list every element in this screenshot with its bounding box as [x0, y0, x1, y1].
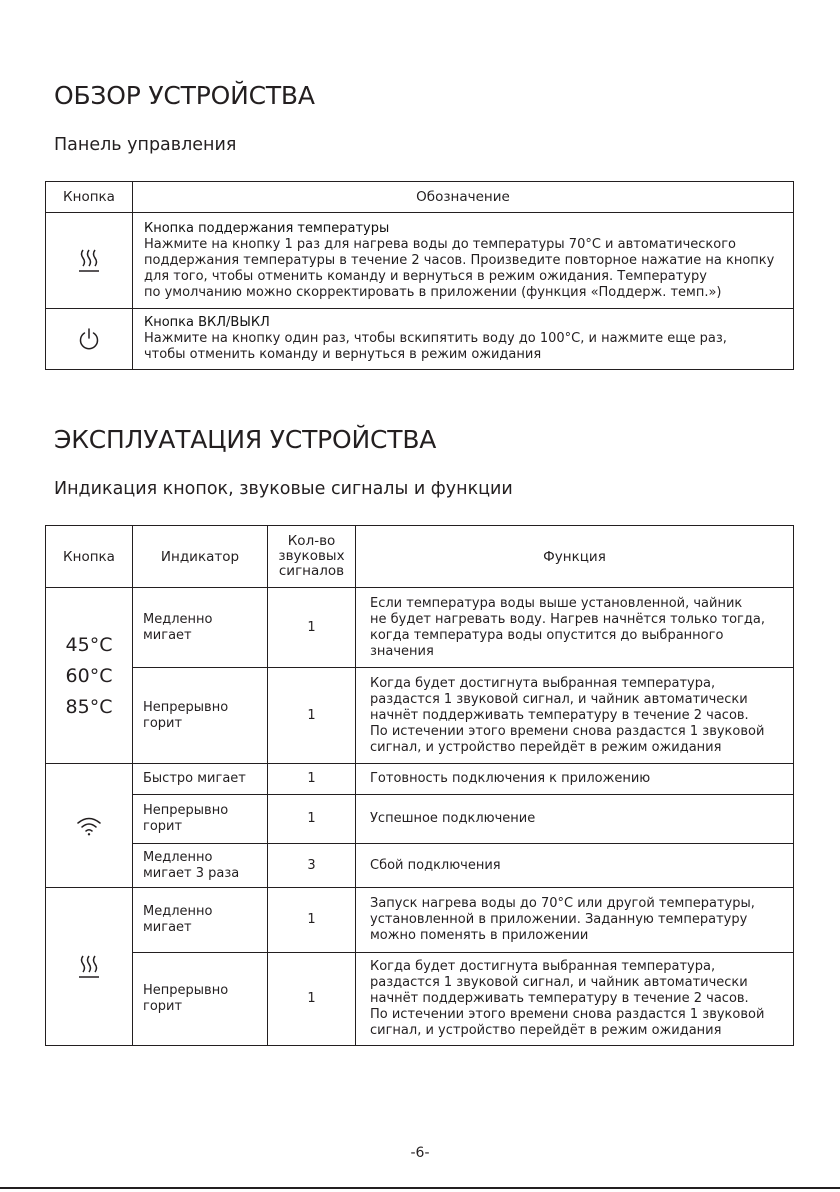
table-row	[46, 953, 794, 1046]
keep-warm-icon	[78, 959, 100, 974]
function-line: Готовность подключения к приложению	[370, 771, 651, 786]
keep-warm-button-cell	[46, 888, 133, 1046]
power-icon	[77, 332, 101, 347]
section-title-operation: ЭКСПЛУАТАЦИЯ УСТРОЙСТВА	[54, 425, 437, 454]
count-cell: 1	[268, 764, 356, 795]
temp-85-label: 85°С	[65, 695, 113, 718]
indicator-line: мигает 3 раза	[143, 865, 240, 881]
page-number: -6-	[410, 1145, 430, 1161]
function-line: По истечении этого времени снова раздастся 1 звуковой	[370, 723, 765, 739]
description-line: Нажмите на кнопку один раз, чтобы вскипятить воду до 100°С, и нажмите еще раз,	[144, 331, 727, 346]
header-button: Кнопка	[46, 526, 133, 588]
control-panel-table	[45, 181, 794, 370]
count-cell: 1	[268, 588, 356, 668]
description-line: Нажмите на кнопку 1 раз для нагрева воды до температуры 70°С и автоматического	[144, 236, 736, 252]
keep-warm-title: Кнопка поддержания температуры	[144, 220, 390, 236]
button-cell	[46, 309, 133, 370]
header-function: Функция	[356, 526, 794, 588]
keep-warm-description	[133, 213, 794, 309]
function-line: сигнал, и устройство перейдёт в режим ожидания	[370, 739, 722, 755]
indicator-line: Медленно	[143, 611, 213, 627]
power-title: Кнопка ВКЛ/ВЫКЛ	[144, 315, 270, 330]
description-line: поддержания температуры в течение 2 часов. Произведите повторное нажатие на кнопку	[144, 252, 775, 268]
function-line: начнёт поддерживать температуру в течение 2 часов.	[370, 991, 749, 1006]
function-line: когда температура воды опустится до выбранного	[370, 627, 724, 643]
header-count-line: звуковых	[278, 548, 345, 564]
table-row	[46, 588, 794, 668]
section-subtitle-indication: Индикация кнопок, звуковые сигналы и функции	[54, 479, 513, 499]
table-header-row	[46, 526, 794, 588]
function-line: раздастся 1 звуковой сигнал, и чайник автоматически	[370, 975, 748, 990]
table-header-row	[46, 182, 794, 213]
header-designation: Обозначение	[133, 182, 794, 213]
indicator-cell	[133, 953, 268, 1046]
function-line: раздастся 1 звуковой сигнал, и чайник автоматически	[370, 691, 748, 707]
header-button: Кнопка	[46, 182, 133, 213]
temp-60-label: 60°С	[65, 664, 113, 687]
header-indicator: Индикатор	[133, 526, 268, 588]
function-line: начнёт поддерживать температуру в течение 2 часов.	[370, 707, 749, 723]
table-row	[46, 888, 794, 953]
table-row	[46, 668, 794, 764]
keep-warm-icon	[78, 253, 100, 268]
count-cell: 1	[268, 668, 356, 764]
indicator-cell	[133, 844, 268, 888]
function-line: Когда будет достигнута выбранная температура,	[370, 959, 716, 974]
indicator-line: горит	[143, 715, 183, 731]
function-line: установленной в приложении. Заданную температуру	[370, 912, 748, 927]
function-cell	[356, 588, 794, 668]
temperature-buttons-cell	[46, 588, 133, 764]
temp-45-label: 45°С	[65, 633, 113, 656]
indicator-cell	[133, 588, 268, 668]
indicator-cell	[133, 764, 268, 795]
header-signal-count	[268, 526, 356, 588]
function-line: Сбой подключения	[370, 857, 501, 873]
function-line: не будет нагревать воду. Нагрев начнётся только тогда,	[370, 611, 765, 627]
indicator-cell	[133, 668, 268, 764]
indicator-line: Непрерывно	[143, 699, 229, 715]
bottom-rule	[0, 1187, 840, 1189]
indicator-line: Быстро мигает	[143, 771, 246, 786]
indicator-line: горит	[143, 999, 183, 1014]
description-line: по умолчанию можно скорректировать в приложении (функция «Поддерж. темп.»)	[144, 284, 722, 300]
wifi-icon	[76, 818, 102, 833]
indicator-line: Непрерывно	[143, 983, 229, 998]
function-line: значения	[370, 643, 434, 659]
description-line: чтобы отменить команду и вернуться в режим ожидания	[144, 347, 542, 362]
table-row	[46, 795, 794, 844]
function-cell	[356, 953, 794, 1046]
button-cell	[46, 213, 133, 309]
section-title-overview: ОБЗОР УСТРОЙСТВА	[54, 81, 315, 110]
count-cell: 3	[268, 844, 356, 888]
count-cell: 1	[268, 888, 356, 953]
header-count-line: Кол-во	[287, 533, 336, 549]
count-cell: 1	[268, 795, 356, 844]
function-cell	[356, 795, 794, 844]
function-cell	[356, 764, 794, 795]
function-line: Запуск нагрева воды до 70°С или другой температуры,	[370, 896, 755, 911]
indicator-line: Непрерывно	[143, 803, 229, 818]
function-cell	[356, 888, 794, 953]
indicator-cell	[133, 888, 268, 953]
table-row	[46, 764, 794, 795]
function-line: сигнал, и устройство перейдёт в режим ожидания	[370, 1023, 722, 1038]
indicator-line: горит	[143, 819, 183, 834]
indicator-line: мигает	[143, 627, 192, 643]
function-line: Успешное подключение	[370, 811, 536, 826]
function-line: Если температура воды выше установленной, чайник	[370, 595, 743, 611]
function-cell	[356, 668, 794, 764]
count-cell: 1	[268, 953, 356, 1046]
table-row	[46, 309, 794, 370]
function-line: можно поменять в приложении	[370, 928, 589, 943]
wifi-button-cell	[46, 764, 133, 888]
indicator-line: мигает	[143, 920, 192, 935]
function-line: По истечении этого времени снова раздастся 1 звуковой	[370, 1007, 765, 1022]
indicator-line: Медленно	[143, 849, 213, 865]
power-description	[133, 309, 794, 370]
description-line: для того, чтобы отменить команду и вернуться в режим ожидания. Температуру	[144, 268, 707, 284]
table-row	[46, 844, 794, 888]
function-line: Когда будет достигнута выбранная температура,	[370, 675, 716, 691]
indicator-cell	[133, 795, 268, 844]
function-cell	[356, 844, 794, 888]
indication-table	[45, 525, 794, 1046]
indicator-line: Медленно	[143, 904, 213, 919]
header-count-line: сигналов	[278, 563, 345, 579]
section-subtitle-control-panel: Панель управления	[54, 135, 237, 155]
table-row	[46, 213, 794, 309]
